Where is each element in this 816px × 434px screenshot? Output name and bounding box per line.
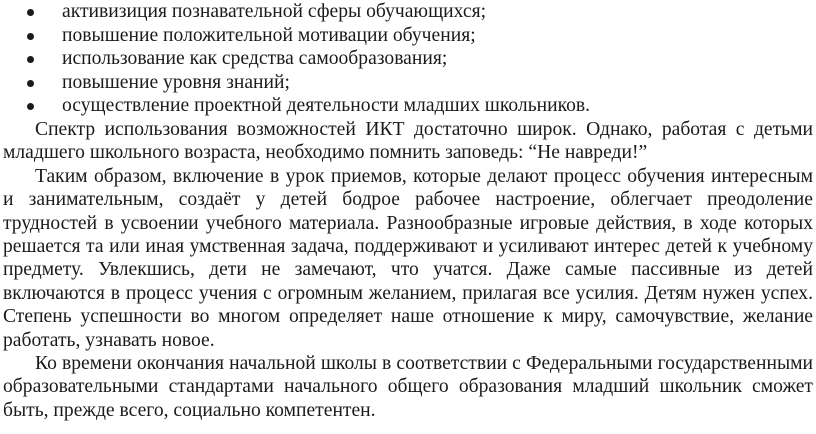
list-item-text: использование как средства самообразования;: [62, 48, 448, 70]
list-item-text: повышение положительной мотивации обучения;: [62, 24, 476, 46]
list-item-text: активизиция познавательной сферы обучающихся;: [62, 1, 487, 22]
bullet-icon: [27, 56, 34, 63]
bullet-icon: [27, 9, 34, 16]
bullet-icon: [27, 103, 34, 110]
paragraph: Таким образом, включение в урок приемов, которые делают процесс обучения интересным и занимательным, создаёт у детей бодрое рабочее настроение, облегчает преодоление трудностей в усвоении учебного материала. Разнообразные игровые действия, в ходе которых решается та или иная умственная задача, поддерживают и усиливают интерес детей к учебному предмету. Увлекшись, дети не замечают, что учатся. Даже самые пассивные из детей включаются в процесс учения с огромным желанием, прилагая все усилия. Детям нужен успех. Степень успешности во многом определяет наше отношение к миру, самочувствие, желание работать, узнавать новое.: [3, 165, 813, 351]
bullet-icon: [27, 33, 34, 40]
paragraph: Спектр использования возможностей ИКТ достаточно широк. Однако, работая с детьми младшего школьного возраста, необходимо помнить заповедь: “Не навреди!”: [3, 119, 813, 164]
bullet-icon: [27, 80, 34, 87]
body-text: [3, 118, 813, 422]
paragraph: Ко времени окончания начальной школы в соответствии с Федеральными государственными образовательными стандартами начального общего образования младший школьник сможет быть, прежде всего, социально компетентен.: [3, 353, 813, 421]
list-item-text: повышение уровня знаний;: [62, 71, 290, 93]
list-item-text: осуществление проектной деятельности младших школьников.: [62, 95, 591, 117]
